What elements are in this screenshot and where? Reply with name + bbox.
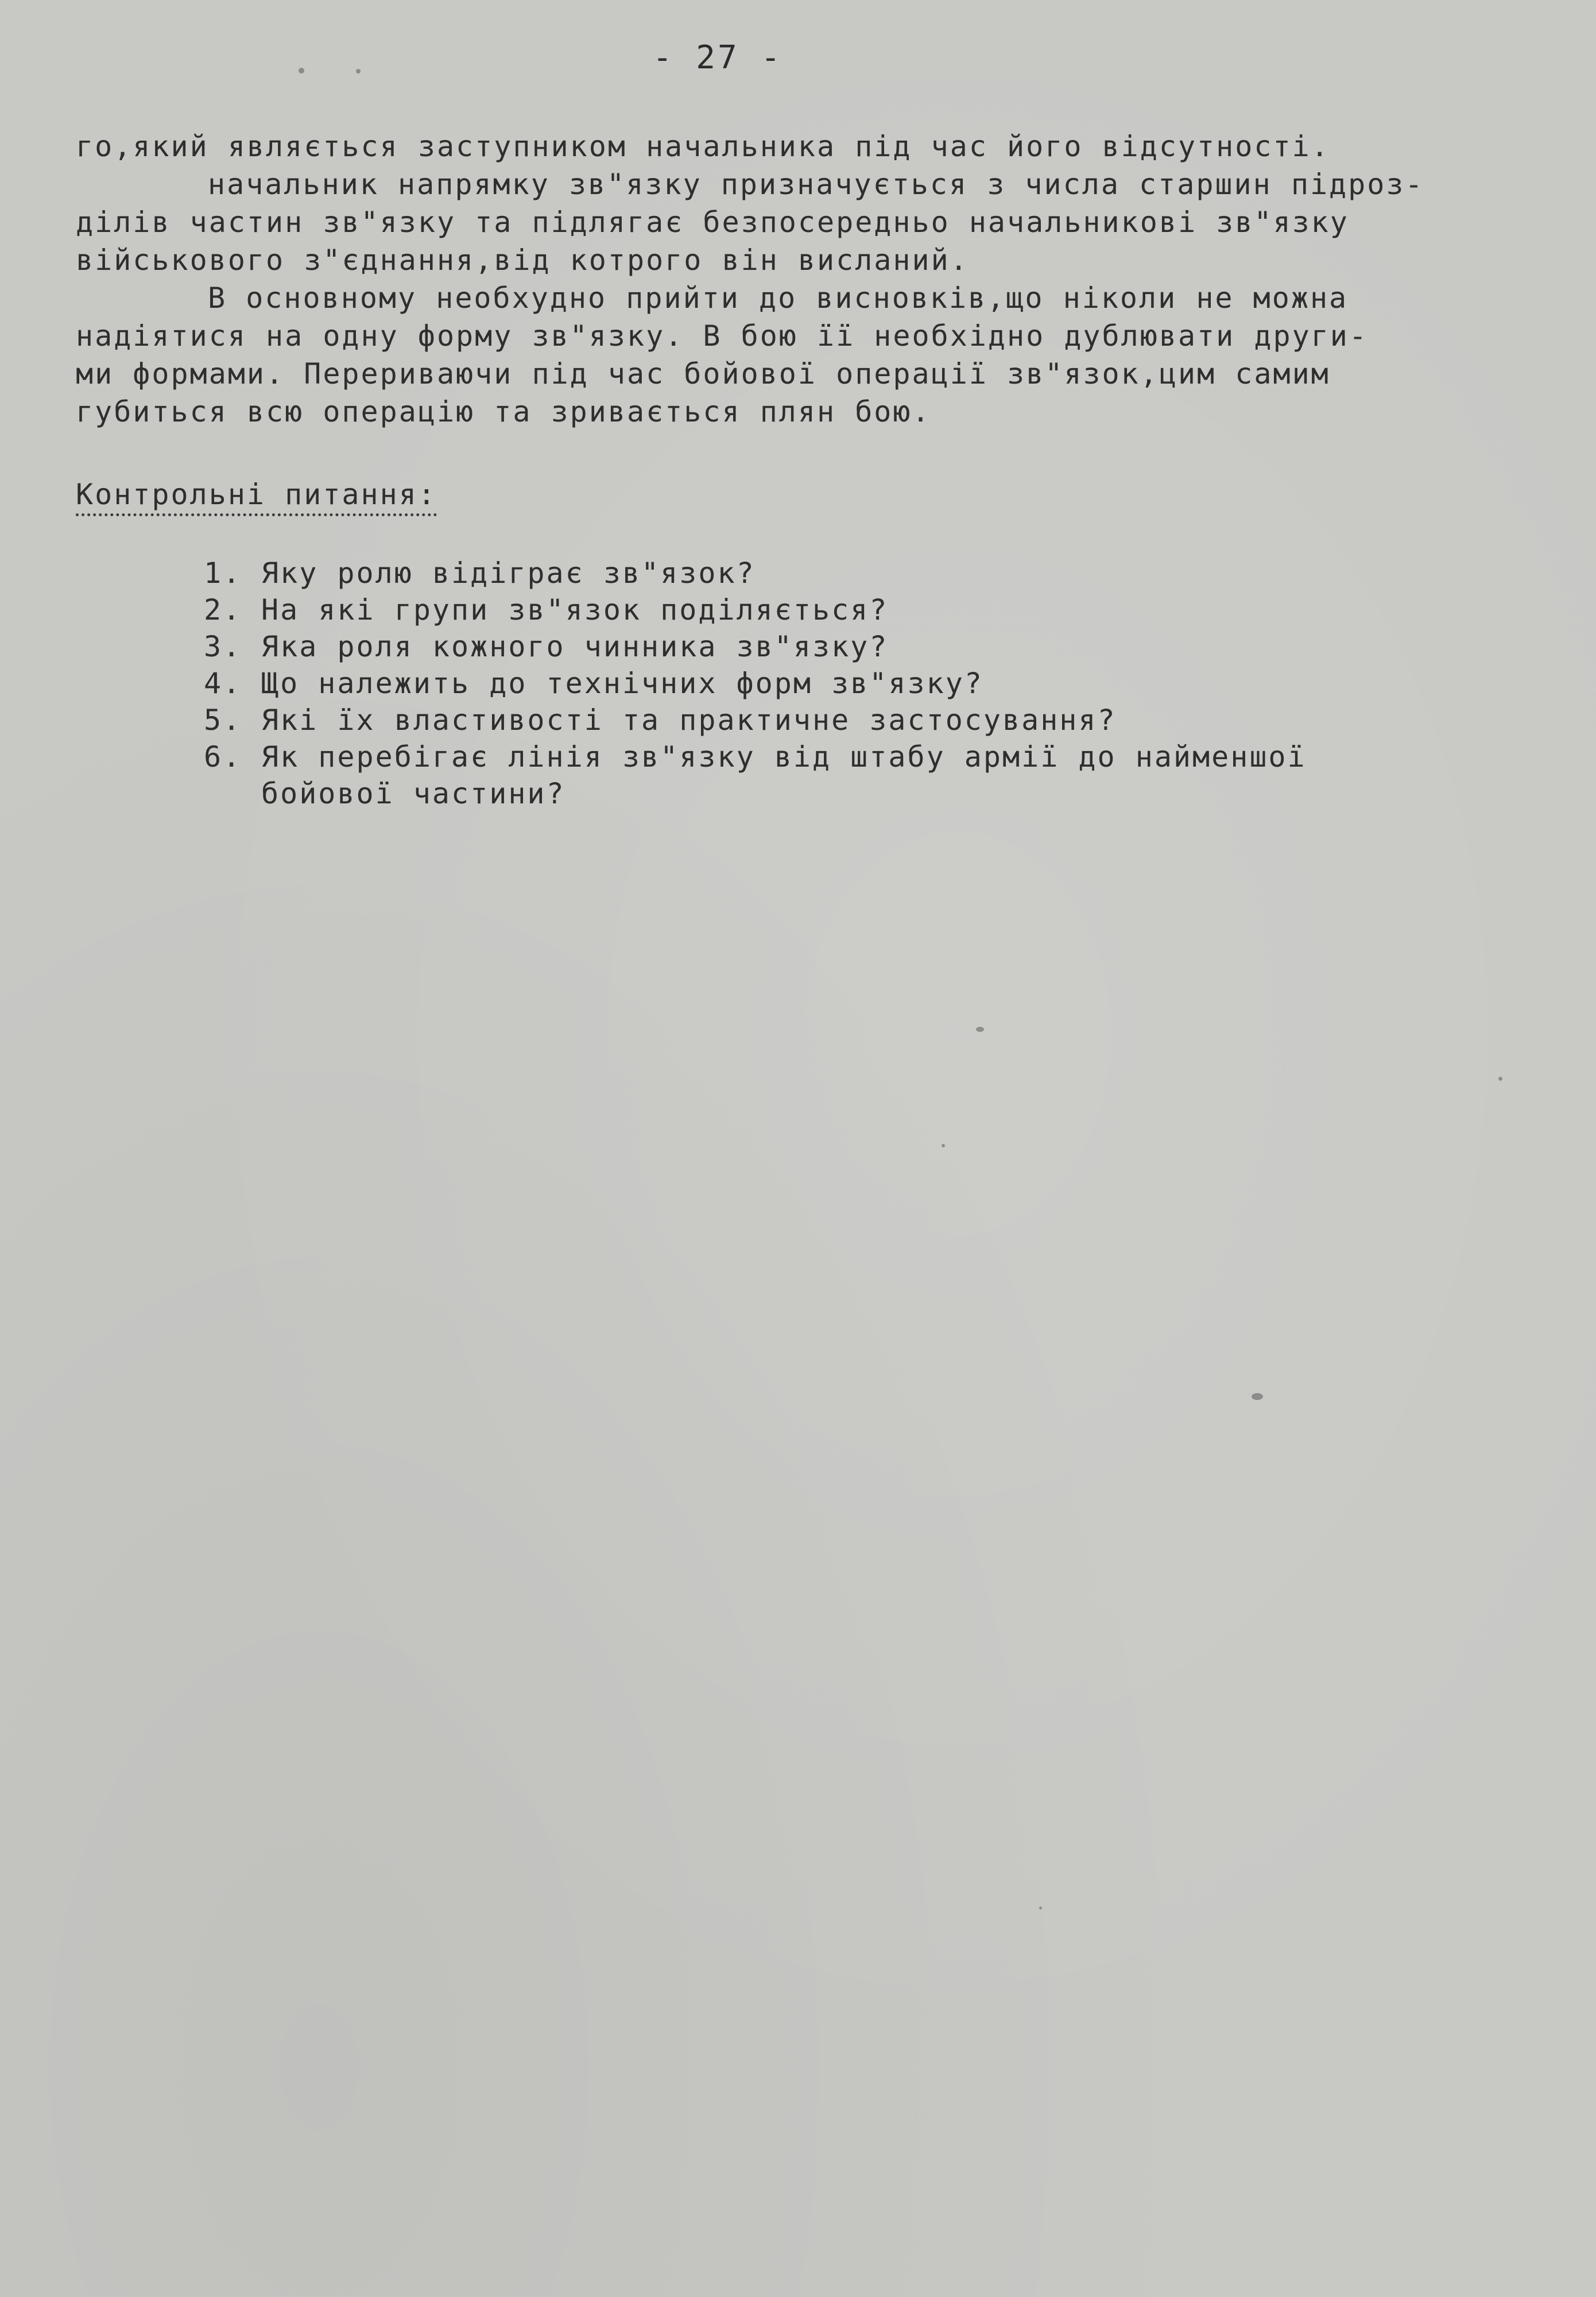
question-number: 4. — [204, 667, 242, 700]
body-line: військового з"єднання,від котрого він висланий. — [76, 243, 969, 277]
question-text: Що належить до технічних форм зв"язку? — [261, 667, 983, 700]
control-questions-list — [204, 555, 1307, 812]
question-text: Як перебігає лінія зв"язку від штабу армії до найменшої бойової частини? — [261, 740, 1307, 810]
question-text: Які їх властивості та практичне застосування? — [261, 703, 1117, 737]
paper-speck — [1498, 1077, 1502, 1081]
paper-speck — [1039, 1907, 1042, 1909]
paper-speck — [1252, 1393, 1263, 1400]
page-number: - 27 - — [652, 39, 783, 76]
body-line: губиться всю операцію та зривається плян бою. — [76, 395, 931, 428]
list-item — [204, 555, 1307, 591]
question-text: Яка роля кожного чинника зв"язку? — [261, 630, 889, 663]
list-item — [204, 665, 1307, 702]
body-line: начальник напрямку зв"язку призначується з числа старшин підроз- — [208, 168, 1424, 201]
paper-speck — [942, 1144, 945, 1147]
paper-speck — [356, 69, 361, 74]
body-line: ми формами. Перериваючи під час бойової операції зв"язок,цим самим — [76, 357, 1330, 390]
question-text: Яку ролю відіграє зв"язок? — [261, 556, 756, 590]
question-text: На які групи зв"язок поділяється? — [261, 593, 889, 627]
question-number: 6. — [204, 740, 242, 774]
question-number: 3. — [204, 630, 242, 663]
list-item — [204, 591, 1307, 628]
body-line: го,який являється заступником начальника під час його відсутності. — [76, 130, 1330, 163]
list-item — [204, 702, 1307, 738]
question-number: 5. — [204, 703, 242, 737]
question-number: 1. — [204, 556, 242, 590]
control-questions-heading: Контрольні питання: — [76, 478, 437, 516]
question-number: 2. — [204, 593, 242, 627]
body-line: В основному необхудно прийти до висновків,що ніколи не можна — [208, 281, 1349, 315]
paper-speck — [299, 68, 304, 74]
body-text — [76, 127, 1511, 431]
body-line: ділів частин зв"язку та підлягає безпосередньо начальникові зв"язку — [76, 206, 1349, 239]
body-line: надіятися на одну форму зв"язку. В бою її необхідно дублювати други- — [76, 319, 1368, 353]
list-item — [204, 628, 1307, 665]
paper-speck — [976, 1027, 984, 1032]
list-item — [204, 738, 1307, 812]
